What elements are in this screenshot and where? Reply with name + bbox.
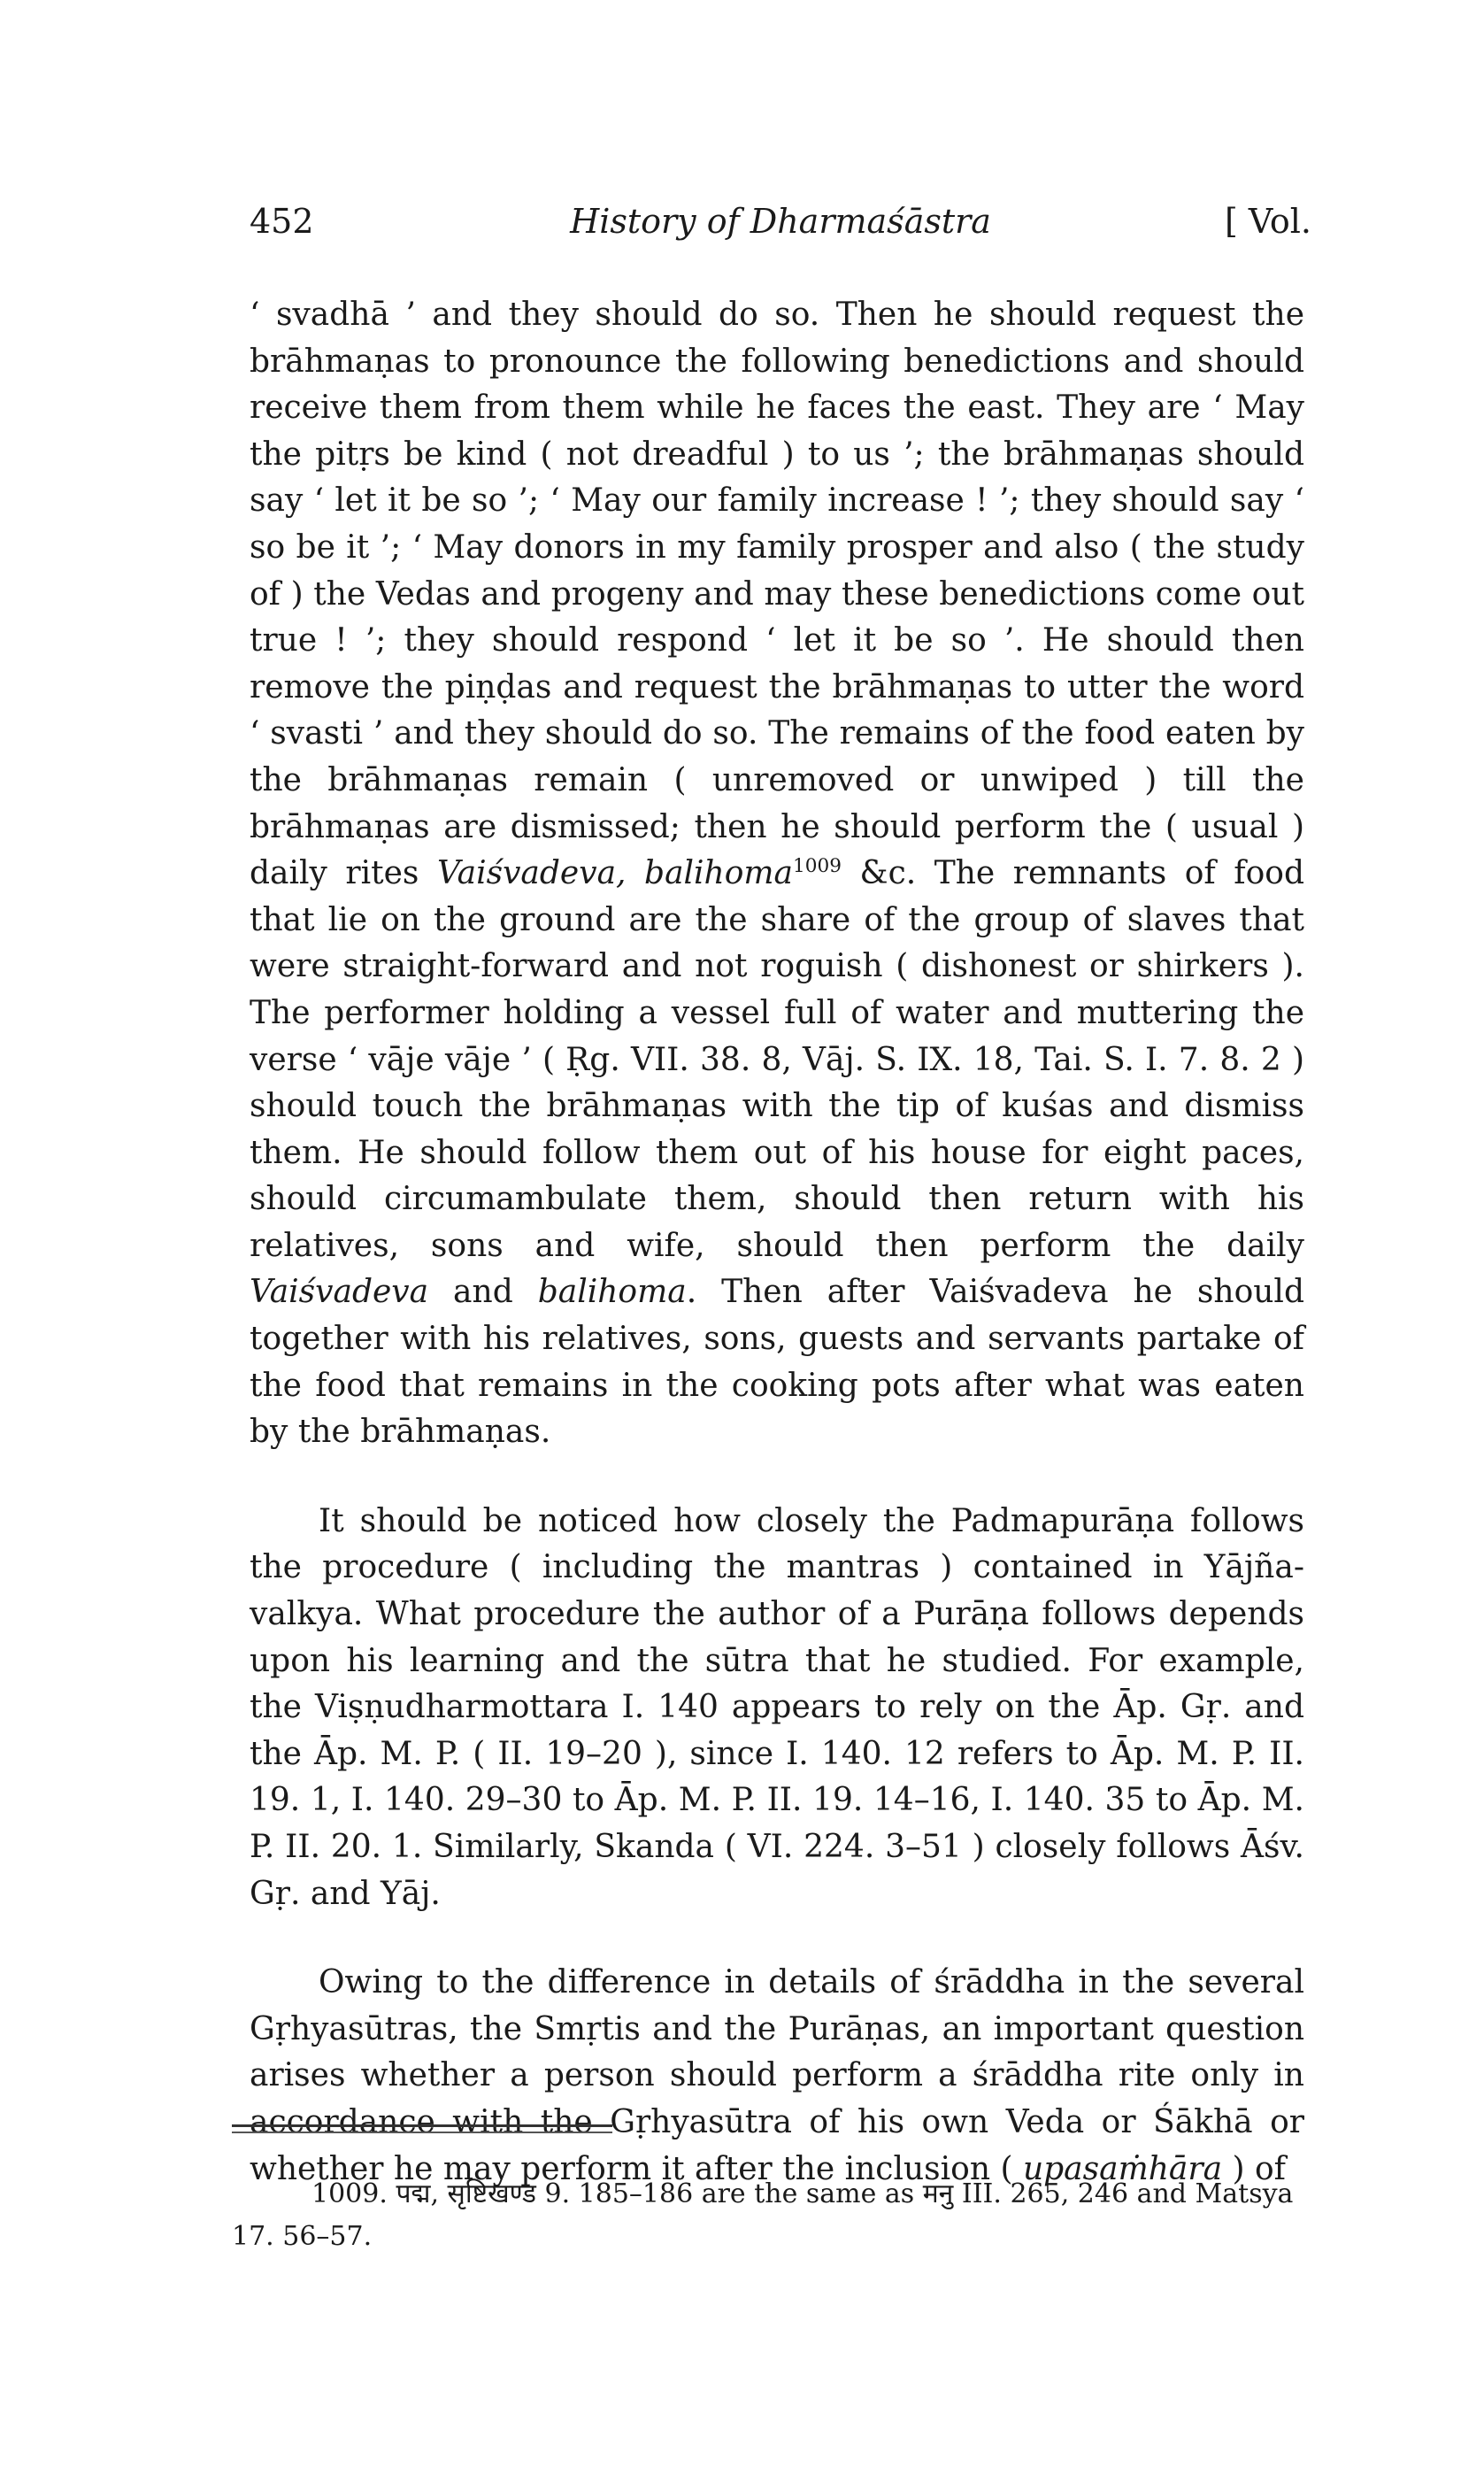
paragraph-3 bbox=[250, 1960, 1304, 2193]
body-text bbox=[250, 292, 1304, 2193]
text-run: It should be noticed how closely the Padmapurāṇa follows the procedure ( including the mantras ) contained in Yājñavalkya. What procedure the author of a Purāṇa follows depends upon his learning and the sūtra that he studied. For example, the Viṣṇudharmottara I. 140 appears to rely on the Āp. Gṛ. and the Āp. M. P. ( II. 19–20 ), since I. 140. 12 refers to Āp. M. P. II. 19. 1, I. 140. 29–30 to Āp. M. P. II. 19. 14–16, I. 140. 35 to Āp. M. P. II. 20. 1. Similarly, Skanda ( VI. 224. 3–51 ) closely follows Āśv. Gṛ. and Yāj. bbox=[250, 1502, 1304, 1912]
footnote-rule-secondary bbox=[232, 2132, 612, 2133]
text-run: Owing to the difference in details of śrāddha in the several Gṛhyasūtras, the Smṛtis and the Purāṇas, an important question arises whether a person should perform a śrāddha rite only in accordance with the Gṛhyasūtra of his own Veda or Śākhā or whether he may perform it after the inclusion ( bbox=[250, 1964, 1304, 2187]
text-run: . Then after Vaiśvadeva he should together with his relatives, sons, guests and servants partake of the food that remains in the cooking pots after what was eaten by the brāhmaṇas. bbox=[250, 1274, 1304, 1451]
running-title: History of Dharmaśāstra bbox=[570, 202, 991, 241]
italic-term: upasaṁhāra bbox=[1022, 2150, 1223, 2187]
italic-term: Vaiśvadeva, balihoma bbox=[436, 855, 794, 892]
footnote bbox=[232, 2173, 1311, 2258]
footnote-number: 1009. bbox=[311, 2178, 388, 2209]
paragraph-gap bbox=[250, 1456, 1304, 1499]
text-run: &c. The remnants of food that lie on the ground are the share of the group of slaves that were straight-forward and not roguish ( dishonest or shirkers ). The performer holding a vessel full of water and muttering the verse ‘ vāje vāje ’ ( Ṛg. VII. 38. 8, Vāj. S. IX. 18, Tai. S. I. 7. 8. 2 ) should touch the brāhmaṇas with the tip of kuśas and dismiss them. He should follow them out of his house for eight paces, should circumambulate them, should then return with his relatives, sons and wife, should then perform the daily bbox=[250, 855, 1304, 1264]
text-run: ) of bbox=[1222, 2150, 1286, 2187]
italic-term: Vaiśvadeva bbox=[250, 1274, 429, 1311]
paragraph-2 bbox=[250, 1499, 1304, 1917]
text-run: ‘ svadhā ’ and they should do so. Then he should request the brāhmaṇas to pronounce the following benedictions and should receive them from them while he faces the east. They are ‘ May the pitṛs be kind ( not dreadful ) to us ’; the brāhmaṇas should say ‘ let it be so ’; ‘ May our family increase ! ’; they should say ‘ so be it ’; ‘ May donors in my family prosper and also ( the study of ) the Vedas and progeny and may these benedictions come out true ! ’; they should respond ‘ let it be so ’. He should then remove the piṇḍas and request the brāhmaṇas to utter the word ‘ svasti ’ and they should do so. The remains of the food eaten by the brāhmaṇas remain ( unremoved or unwiped ) till the brāhmaṇas are dismissed; then he should perform the ( usual ) daily rites bbox=[250, 297, 1304, 892]
text-run: and bbox=[428, 1274, 538, 1311]
paragraph-1 bbox=[250, 292, 1304, 1456]
footnote-reference: 1009 bbox=[793, 855, 842, 878]
footnote-text: पद्म, सृष्टिखण्ड 9. 185–186 are the same as मनु III. 265, 246 and Matsya 17. 56–57. bbox=[232, 2178, 1294, 2252]
volume-marker: [ Vol. bbox=[1225, 202, 1311, 241]
italic-term: balihoma bbox=[537, 1274, 687, 1311]
footnote-rule bbox=[232, 2124, 612, 2127]
page-header bbox=[250, 202, 1311, 255]
paragraph-gap bbox=[250, 1917, 1304, 1960]
page-number: 452 bbox=[250, 202, 314, 241]
